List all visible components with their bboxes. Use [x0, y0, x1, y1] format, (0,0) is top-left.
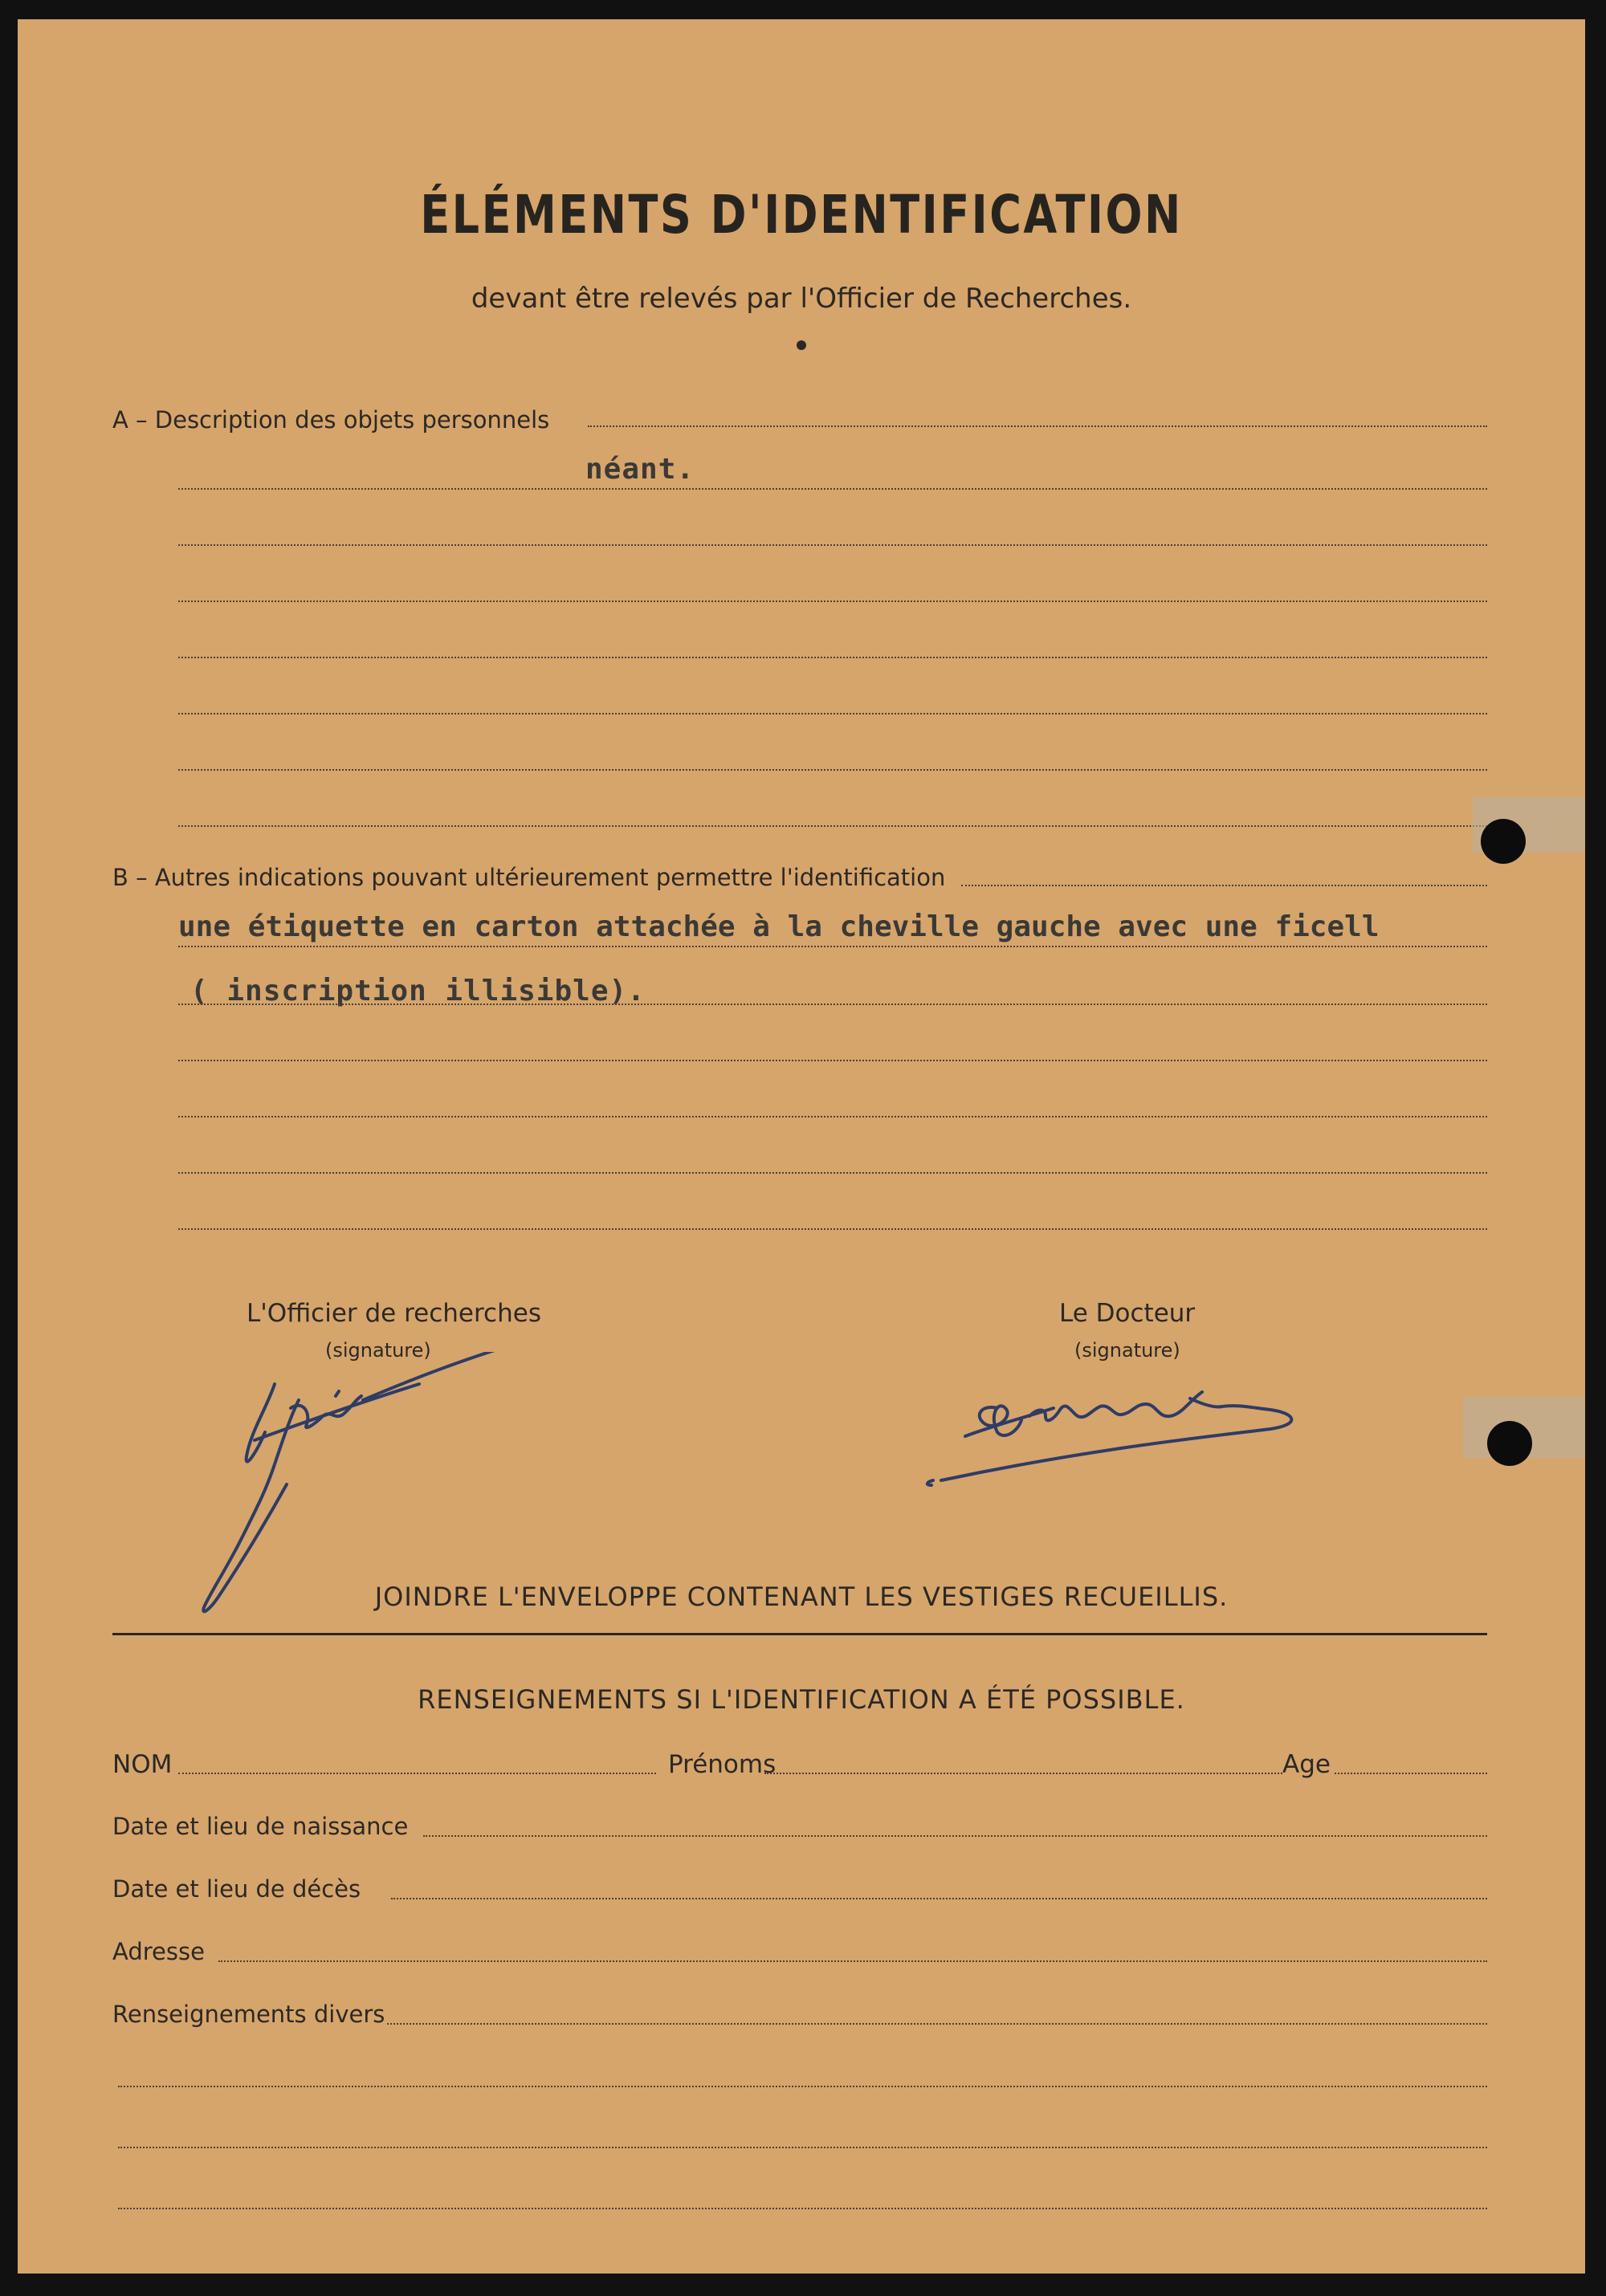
section-b-typed-line-1: une étiquette en carton attachée à la cheville gauche avec une ficell	[178, 910, 1380, 943]
section-divider	[112, 1633, 1487, 1635]
section-a-line-1	[178, 488, 1487, 490]
section-a-line-7	[178, 825, 1487, 827]
doctor-signature-hint: (signature)	[1074, 1339, 1180, 1362]
form-sheet	[18, 19, 1585, 2274]
death-field[interactable]	[391, 1898, 1487, 1899]
doctor-label: Le Docteur	[1059, 1299, 1196, 1328]
address-field[interactable]	[218, 1960, 1487, 1962]
section-b-line-1	[178, 946, 1487, 947]
prenoms-label: Prénoms	[668, 1750, 777, 1779]
section-a-line-3	[178, 600, 1487, 602]
officer-signature-hint: (signature)	[325, 1339, 431, 1362]
section-a-line-2	[178, 544, 1487, 546]
nom-field[interactable]	[178, 1773, 656, 1774]
misc-field-line-3[interactable]	[118, 2147, 1487, 2148]
section-a-line-0	[588, 425, 1487, 427]
info-section-heading: RENSEIGNEMENTS SI L'IDENTIFICATION A ÉTÉ POSSIBLE.	[418, 1684, 1185, 1715]
section-b-typed-line-2: ( inscription illisible).	[190, 975, 646, 1008]
section-b-line-0	[961, 885, 1487, 886]
section-b-line-4	[178, 1116, 1487, 1117]
misc-field-line-2[interactable]	[118, 2086, 1487, 2087]
form-subtitle: devant être relevés par l'Officier de Recherches.	[471, 283, 1132, 315]
misc-field-line-1[interactable]	[387, 2023, 1487, 2025]
section-b-line-3	[178, 1060, 1487, 1061]
section-a-line-6	[178, 769, 1487, 771]
section-b-label: B – Autres indications pouvant ultérieurement permettre l'identification	[112, 864, 946, 891]
misc-field-line-4[interactable]	[118, 2208, 1487, 2209]
form-title: ÉLÉMENTS D'IDENTIFICATION	[420, 184, 1183, 246]
section-b-line-5	[178, 1172, 1487, 1174]
join-envelope-notice: JOINDRE L'ENVELOPPE CONTENANT LES VESTIGES RECUEILLIS.	[374, 1582, 1229, 1612]
birth-label: Date et lieu de naissance	[112, 1813, 409, 1840]
section-b-line-2	[178, 1003, 1487, 1005]
section-a-line-4	[178, 657, 1487, 658]
misc-label: Renseignements divers	[112, 2001, 385, 2028]
age-field[interactable]	[1335, 1773, 1487, 1774]
nom-label: NOM	[112, 1750, 173, 1779]
section-a-label: A – Description des objets personnels	[112, 406, 550, 434]
address-label: Adresse	[112, 1938, 205, 1965]
punch-hole-bottom	[1487, 1421, 1532, 1466]
section-b-line-6	[178, 1228, 1487, 1230]
bullet-divider	[797, 340, 806, 350]
age-label: Age	[1282, 1750, 1331, 1779]
doctor-signature	[917, 1360, 1399, 1496]
officer-label: L'Officier de recherches	[247, 1299, 541, 1328]
punch-hole-top	[1481, 819, 1526, 864]
section-a-line-5	[178, 713, 1487, 714]
birth-field[interactable]	[423, 1835, 1487, 1837]
section-a-typed-text: néant.	[585, 453, 695, 486]
prenoms-field[interactable]	[764, 1773, 1282, 1774]
death-label: Date et lieu de décès	[112, 1875, 361, 1903]
